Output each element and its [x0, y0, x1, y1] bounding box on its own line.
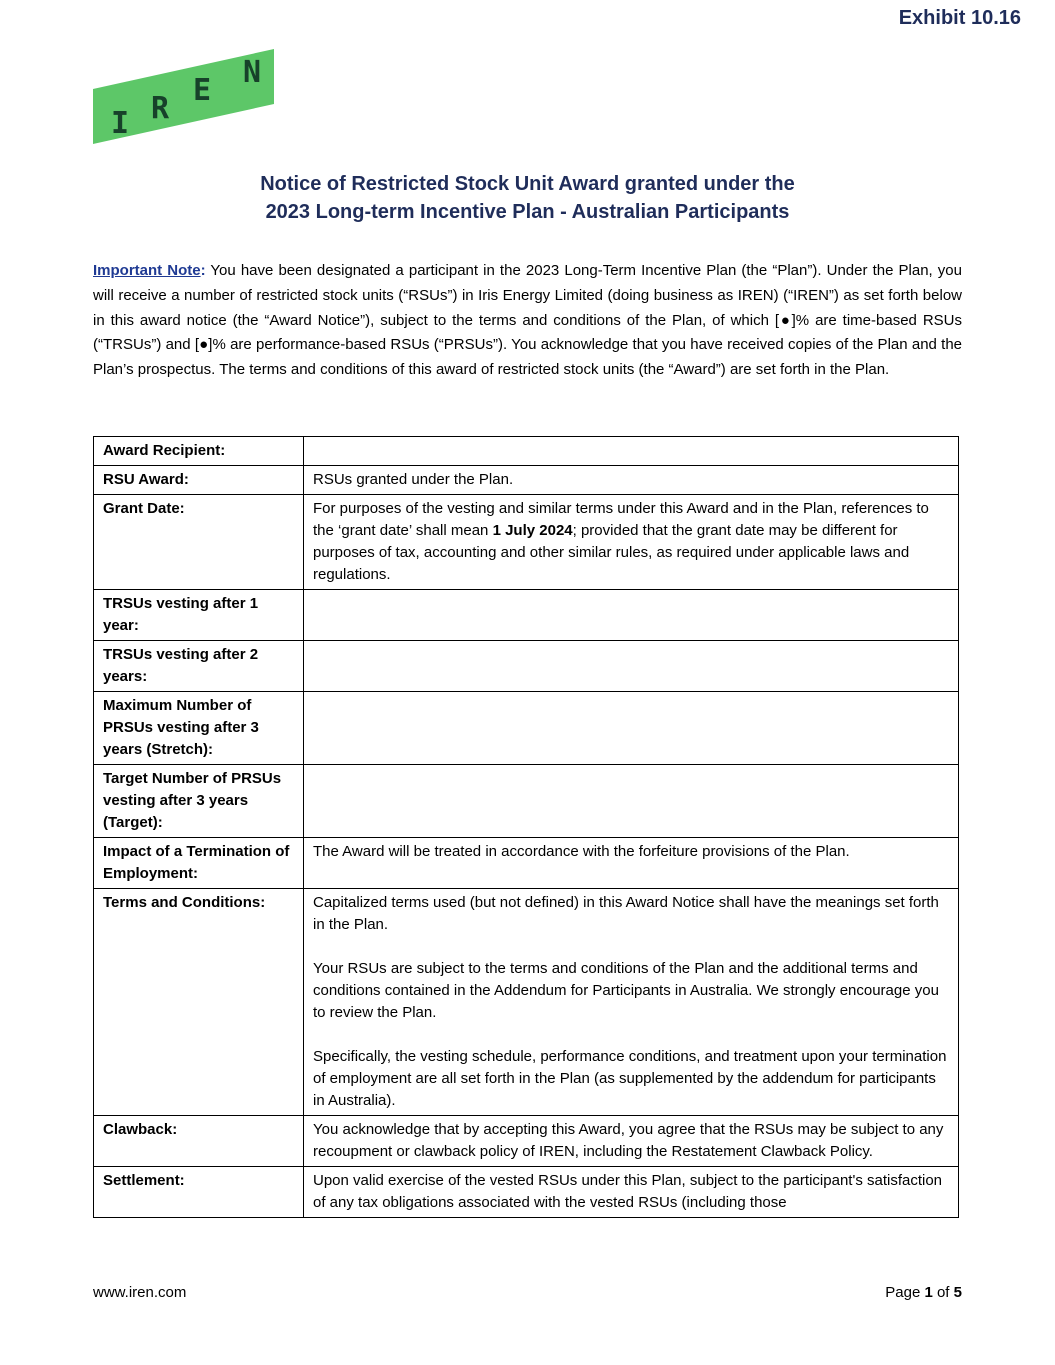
iren-logo	[93, 49, 274, 144]
grant-date-value: 1 July 2024	[492, 522, 573, 539]
title-line-1: Notice of Restricted Stock Unit Award granted under the	[260, 173, 795, 195]
important-note-label: Important Note	[93, 262, 201, 279]
table-row	[94, 1167, 959, 1218]
table-row	[94, 641, 959, 692]
exhibit-label: Exhibit 10.16	[898, 7, 1021, 29]
logo-letter-n: N	[243, 55, 262, 90]
row-value	[304, 495, 959, 590]
row-label: RSU Award:	[94, 466, 304, 495]
footer-page-number	[885, 1284, 962, 1301]
row-label: Grant Date:	[94, 495, 304, 590]
row-value: Upon valid exercise of the vested RSUs under this Plan, subject to the participant's satisfaction of any tax obligations associated with the vested RSUs (including those	[304, 1167, 959, 1218]
grant-date-text-before: For purposes of the vesting and similar terms under this Award and in the Plan, references to the ‘grant date’ shall mean	[313, 500, 929, 539]
terms-paragraph: Your RSUs are subject to the terms and conditions of the Plan and the additional terms and conditions contained in the Addendum for Participants in Australia. We strongly encourage you to review the Plan.	[313, 960, 939, 1021]
row-label: TRSUs vesting after 1 year:	[94, 590, 304, 641]
table-row	[94, 590, 959, 641]
row-value	[304, 437, 959, 466]
terms-paragraph: Capitalized terms used (but not defined) in this Award Notice shall have the meanings set forth in the Plan.	[313, 894, 939, 933]
row-value: You acknowledge that by accepting this Award, you agree that the RSUs may be subject to any recoupment or clawback policy of IREN, including the Restatement Clawback Policy.	[304, 1116, 959, 1167]
table-row	[94, 838, 959, 889]
logo-letter-e: E	[193, 73, 212, 108]
terms-paragraph: Specifically, the vesting schedule, performance conditions, and treatment upon your termination of employment are all set forth in the Plan (as supplemented by the addendum for participants in Australia).	[313, 1048, 947, 1109]
table-row	[94, 1116, 959, 1167]
page-prefix: Page	[885, 1284, 925, 1301]
logo-letter-i: I	[111, 106, 130, 141]
table-row	[94, 466, 959, 495]
row-label: Settlement:	[94, 1167, 304, 1218]
title-line-2: 2023 Long-term Incentive Plan - Australian Participants	[265, 201, 790, 223]
row-value: RSUs granted under the Plan.	[304, 466, 959, 495]
row-label: TRSUs vesting after 2 years:	[94, 641, 304, 692]
award-table	[93, 436, 959, 1218]
grant-date-text-after: ; provided that the grant date may be different for purposes of tax, accounting and other similar rules, as required under applicable laws and regulations.	[313, 522, 910, 583]
page-current: 1	[924, 1284, 933, 1301]
row-value	[304, 641, 959, 692]
row-value	[304, 692, 959, 765]
important-note-text: You have been designated a participant in the 2023 Long-Term Incentive Plan (the “Plan”). Under the Plan, you will receive a number of restricted stock units (“RSUs”) in Iris Energy Limited (doing business as IREN) (“IREN”) as set forth below in this award notice (the “Award Notice”), subject to the terms and conditions of the Plan, of which [●]% are time-based RSUs (“TRSUs”) and [●]% are performance-based RSUs (“PRSUs”). You acknowledge that you have received copies of the Plan and the Plan’s prospectus. The terms and conditions of this award of restricted stock units (the “Award”) are set forth in the Plan.	[93, 262, 962, 379]
row-label: Maximum Number of PRSUs vesting after 3 years (Stretch):	[94, 692, 304, 765]
row-value	[304, 889, 959, 1116]
page-of: of	[932, 1284, 954, 1301]
logo-letter-r: R	[151, 91, 170, 126]
table-row	[94, 765, 959, 838]
row-label: Terms and Conditions:	[94, 889, 304, 1116]
row-label: Target Number of PRSUs vesting after 3 years (Target):	[94, 765, 304, 838]
row-value: The Award will be treated in accordance with the forfeiture provisions of the Plan.	[304, 838, 959, 889]
table-row	[94, 437, 959, 466]
table-row	[94, 692, 959, 765]
table-row	[94, 495, 959, 590]
row-label: Award Recipient:	[94, 437, 304, 466]
row-value	[304, 765, 959, 838]
row-label: Clawback:	[94, 1116, 304, 1167]
page-total: 5	[953, 1284, 962, 1301]
important-note-paragraph	[93, 259, 962, 383]
document-title	[0, 170, 1055, 226]
important-note-colon: :	[200, 262, 206, 279]
footer-website: www.iren.com	[93, 1284, 187, 1301]
table-row	[94, 889, 959, 1116]
row-value	[304, 590, 959, 641]
row-label: Impact of a Termination of Employment:	[94, 838, 304, 889]
